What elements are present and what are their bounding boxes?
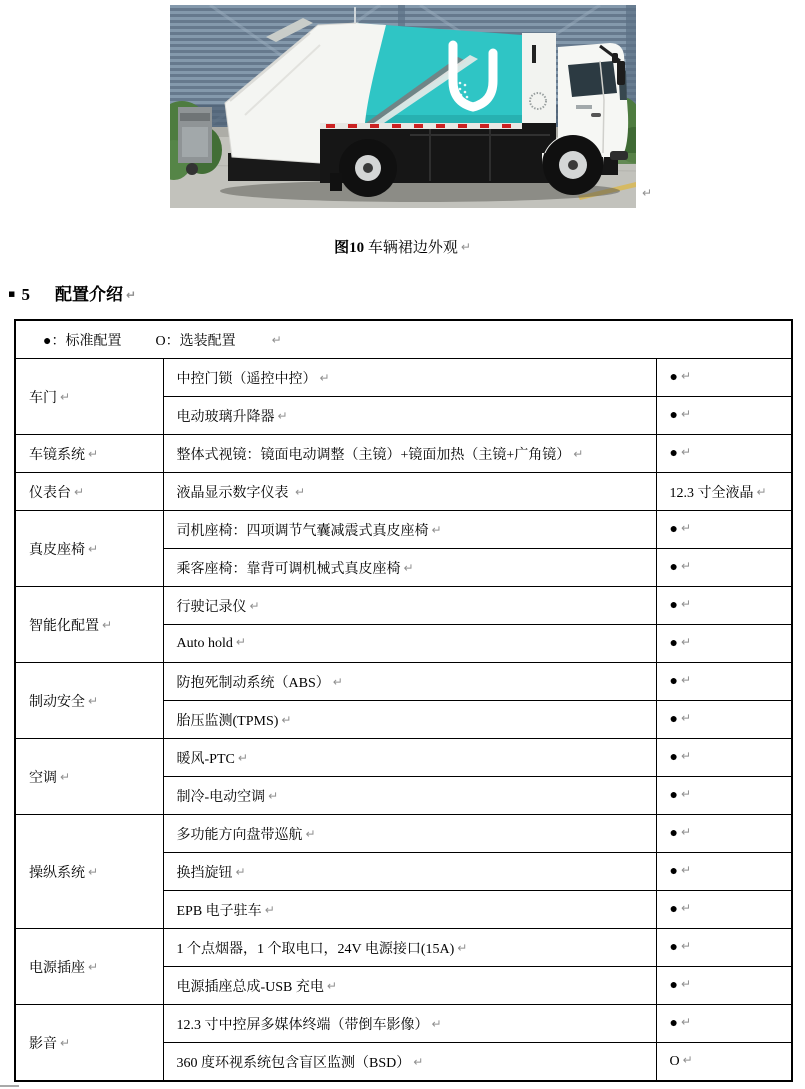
heading-bullet: ▪ — [8, 287, 16, 300]
return-mark: ↵ — [237, 750, 248, 765]
return-mark: ↵ — [680, 711, 692, 725]
value-cell — [656, 359, 792, 397]
category-cell — [15, 929, 163, 1005]
feature-label: 整体式视镜：镜面电动调整（主镜）+镜面加热（主镜+广角镜） — [176, 447, 571, 463]
feature-label: 司机座椅：四项调节气囊减震式真皮座椅 — [176, 523, 429, 539]
feature-cell — [163, 663, 656, 701]
feature-cell — [163, 1005, 656, 1043]
return-mark: ↵ — [305, 826, 316, 841]
return-mark: ↵ — [332, 674, 343, 689]
value-cell — [656, 663, 792, 701]
standard-config-dot: ● — [669, 674, 678, 689]
return-mark: ↵ — [680, 635, 692, 649]
feature-label: 胎压监测(TPMS) — [176, 713, 279, 729]
value-cell — [656, 549, 792, 587]
category-cell — [15, 739, 163, 815]
value-cell — [656, 815, 792, 853]
category-label: 电源插座 — [29, 960, 85, 976]
return-mark: ↵ — [88, 693, 99, 708]
standard-config-dot: ● — [669, 750, 678, 765]
legend-standard: ●：标准配置 — [43, 333, 122, 349]
config-table — [14, 319, 793, 1082]
category-cell — [15, 815, 163, 929]
standard-config-dot: ● — [669, 636, 678, 651]
figure-caption-title: 车辆裙边外观 — [367, 240, 458, 256]
category-label: 车门 — [29, 390, 57, 406]
feature-label: 中控门锁（遥控中控） — [176, 371, 317, 387]
return-mark: ↵ — [271, 332, 282, 347]
vehicle-photo — [170, 5, 636, 208]
value-cell — [656, 929, 792, 967]
value-cell — [656, 739, 792, 777]
figure-caption — [0, 236, 805, 257]
standard-config-dot: ● — [669, 370, 678, 385]
figure-caption-label: 图10 — [334, 240, 365, 256]
return-mark: ↵ — [680, 407, 692, 421]
return-mark: ↵ — [680, 749, 692, 763]
config-row — [15, 739, 792, 777]
value-cell — [656, 435, 792, 473]
feature-label: Auto hold — [176, 636, 233, 651]
value-cell — [656, 777, 792, 815]
return-mark: ↵ — [264, 902, 275, 917]
value-cell — [656, 967, 792, 1005]
feature-cell — [163, 359, 656, 397]
return-mark: ↵ — [125, 288, 137, 302]
return-mark: ↵ — [60, 389, 71, 404]
standard-config-dot: ● — [669, 826, 678, 841]
config-row — [15, 929, 792, 967]
feature-cell — [163, 929, 656, 967]
standard-config-dot: ● — [669, 788, 678, 803]
return-mark: ↵ — [680, 1015, 692, 1029]
return-mark: ↵ — [295, 484, 306, 499]
standard-config-dot: ● — [669, 522, 678, 537]
feature-cell — [163, 739, 656, 777]
value-text: 12.3 寸全液晶 — [669, 485, 754, 501]
feature-cell — [163, 1043, 656, 1082]
category-label: 操纵系统 — [29, 865, 85, 881]
return-mark: ↵ — [319, 370, 330, 385]
return-mark: ↵ — [680, 673, 692, 687]
feature-label: 防抱死制动系统（ABS） — [176, 675, 330, 691]
return-mark: ↵ — [457, 940, 468, 955]
return-mark: ↵ — [268, 788, 279, 803]
return-mark: ↵ — [249, 598, 260, 613]
feature-cell — [163, 397, 656, 435]
config-row — [15, 663, 792, 701]
return-mark: ↵ — [680, 521, 692, 535]
category-label: 真皮座椅 — [29, 542, 85, 558]
return-mark: ↵ — [235, 864, 246, 879]
feature-cell — [163, 473, 656, 511]
standard-config-dot: ● — [669, 940, 678, 955]
standard-config-dot: ● — [669, 712, 678, 727]
config-row — [15, 359, 792, 397]
return-mark: ↵ — [680, 901, 692, 915]
return-mark: ↵ — [281, 712, 292, 727]
return-mark: ↵ — [680, 445, 692, 459]
return-mark: ↵ — [680, 863, 692, 877]
feature-label: 换挡旋钮 — [176, 865, 233, 881]
category-cell — [15, 1005, 163, 1082]
value-cell — [656, 701, 792, 739]
config-row — [15, 1005, 792, 1043]
return-mark: ↵ — [682, 1053, 693, 1067]
return-mark: ↵ — [88, 864, 99, 879]
optional-config-circle: O — [669, 1054, 680, 1069]
heading-title: 配置介绍 — [54, 285, 123, 304]
feature-label: EPB 电子驻车 — [176, 903, 262, 919]
category-cell — [15, 359, 163, 435]
feature-cell — [163, 853, 656, 891]
feature-label: 液晶显示数字仪表 — [176, 485, 292, 501]
feature-label: 12.3 寸中控屏多媒体终端（带倒车影像） — [176, 1017, 429, 1033]
return-mark: ↵ — [680, 977, 692, 991]
value-cell — [656, 625, 792, 663]
feature-cell — [163, 511, 656, 549]
standard-config-dot: ● — [669, 446, 678, 461]
return-mark: ↵ — [431, 1016, 442, 1031]
category-cell — [15, 587, 163, 663]
return-mark: ↵ — [642, 186, 653, 200]
category-cell — [15, 663, 163, 739]
legend-optional: O：选装配置 — [155, 333, 236, 349]
category-label: 车镜系统 — [29, 447, 85, 463]
return-mark: ↵ — [460, 240, 471, 254]
return-mark: ↵ — [573, 446, 584, 461]
return-mark: ↵ — [680, 369, 692, 383]
standard-config-dot: ● — [669, 864, 678, 879]
feature-label: 制冷-电动空调 — [176, 789, 266, 805]
value-cell — [656, 1043, 792, 1082]
return-mark: ↵ — [60, 1035, 71, 1050]
feature-cell — [163, 587, 656, 625]
config-row — [15, 473, 792, 511]
feature-label: 电源插座总成-USB 充电 — [176, 979, 324, 995]
standard-config-dot: ● — [669, 560, 678, 575]
standard-config-dot: ● — [669, 978, 678, 993]
return-mark: ↵ — [756, 484, 767, 499]
page-bottom-mark — [0, 1085, 19, 1087]
value-cell — [656, 587, 792, 625]
value-cell — [656, 397, 792, 435]
value-cell — [656, 473, 792, 511]
return-mark: ↵ — [235, 635, 246, 649]
feature-label: 乘客座椅：靠背可调机械式真皮座椅 — [176, 561, 401, 577]
return-mark: ↵ — [74, 484, 85, 499]
legend-cell — [15, 320, 792, 359]
feature-cell — [163, 625, 656, 663]
config-row — [15, 511, 792, 549]
value-cell — [656, 853, 792, 891]
feature-cell — [163, 435, 656, 473]
category-label: 智能化配置 — [29, 618, 99, 634]
garbage-truck-illustration — [170, 5, 636, 208]
category-cell — [15, 473, 163, 511]
return-mark: ↵ — [413, 1054, 424, 1069]
return-mark: ↵ — [680, 597, 692, 611]
value-cell — [656, 511, 792, 549]
legend-row — [15, 320, 792, 359]
return-mark: ↵ — [277, 408, 288, 423]
category-label: 空调 — [29, 770, 57, 786]
category-cell — [15, 435, 163, 473]
feature-label: 1 个点烟器，1 个取电口，24V 电源接口(15A) — [176, 941, 455, 957]
category-cell — [15, 511, 163, 587]
value-cell — [656, 1005, 792, 1043]
return-mark: ↵ — [88, 446, 99, 461]
feature-cell — [163, 891, 656, 929]
return-mark: ↵ — [680, 825, 692, 839]
standard-config-dot: ● — [669, 598, 678, 613]
standard-config-dot: ● — [669, 408, 678, 423]
feature-cell — [163, 777, 656, 815]
category-label: 制动安全 — [29, 694, 85, 710]
return-mark: ↵ — [60, 769, 71, 784]
value-cell — [656, 891, 792, 929]
feature-label: 多功能方向盘带巡航 — [176, 827, 303, 843]
return-mark: ↵ — [680, 559, 692, 573]
feature-label: 暖风-PTC — [176, 751, 235, 767]
standard-config-dot: ● — [669, 1016, 678, 1031]
config-row — [15, 815, 792, 853]
return-mark: ↵ — [403, 560, 414, 575]
return-mark: ↵ — [102, 617, 113, 632]
feature-label: 电动玻璃升降器 — [176, 409, 275, 425]
section-heading — [8, 280, 136, 305]
feature-cell — [163, 815, 656, 853]
feature-cell — [163, 701, 656, 739]
config-table-body — [15, 359, 792, 1082]
category-label: 仪表台 — [29, 485, 71, 501]
category-label: 影音 — [29, 1036, 57, 1052]
return-mark: ↵ — [88, 959, 99, 974]
heading-number: 5 — [21, 285, 30, 304]
feature-label: 行驶记录仪 — [176, 599, 247, 615]
return-mark: ↵ — [680, 939, 692, 953]
standard-config-dot: ● — [669, 902, 678, 917]
return-mark: ↵ — [431, 522, 442, 537]
return-mark: ↵ — [326, 978, 337, 993]
config-row — [15, 587, 792, 625]
feature-label: 360 度环视系统包含盲区监测（BSD） — [176, 1055, 411, 1071]
config-row — [15, 435, 792, 473]
feature-cell — [163, 549, 656, 587]
feature-cell — [163, 967, 656, 1005]
return-mark: ↵ — [680, 787, 692, 801]
return-mark: ↵ — [88, 541, 99, 556]
